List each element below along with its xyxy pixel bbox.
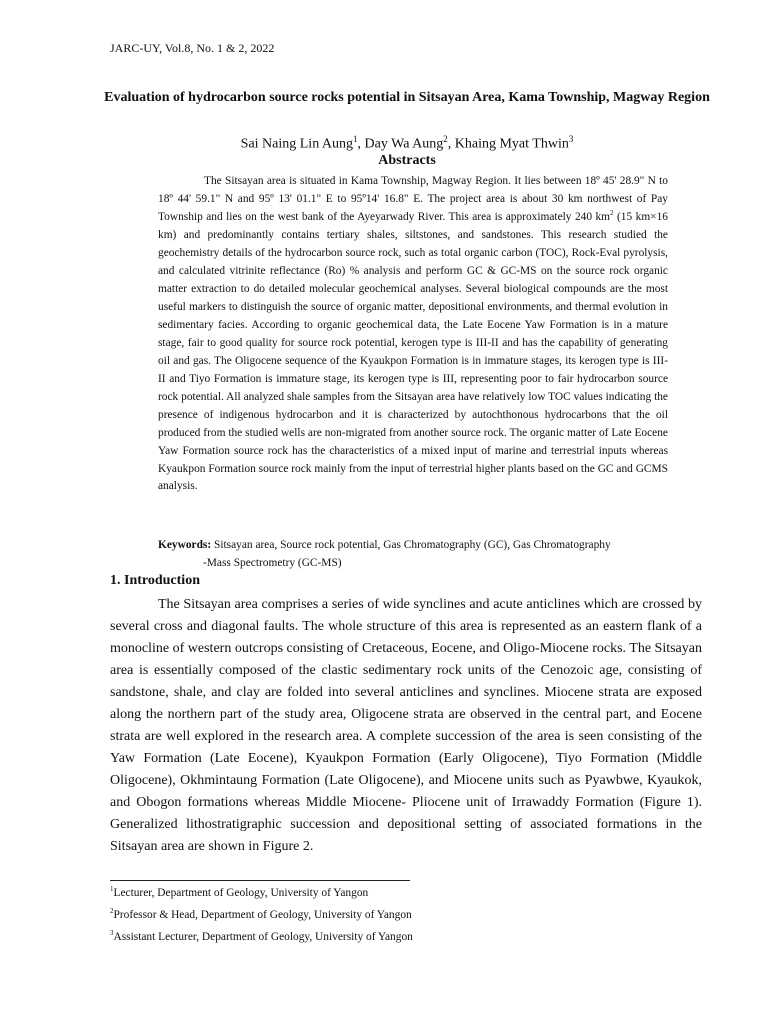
abstract-heading: Abstracts xyxy=(378,153,436,168)
abstract-text-part1: The Sitsayan area is situated in Kama Township, Magway Region. It lies between 18º 45' 28.9" N to 18º 44' 59.1" N and 95º 13' 01.1" E to 95º14' 16.8" E. The project area is about 30 km northwest of Pay Township and lies on the west bank of the Ayeyarwady River. This area is approximately 240 km xyxy=(158,175,668,223)
footnote-item xyxy=(110,924,413,946)
keywords-line2: -Mass Spectrometry (GC-MS) xyxy=(203,556,342,569)
author-separator: , xyxy=(357,136,365,152)
footnotes xyxy=(110,880,413,945)
footnote-item xyxy=(110,902,413,924)
footnote-mark: 3 xyxy=(110,928,114,937)
journal-header: JARC-UY, Vol.8, No. 1 & 2, 2022 xyxy=(110,41,275,55)
author-affil-mark: 3 xyxy=(568,134,574,144)
abstract-text-part2: (15 km×16 km) and predominantly contains tertiary shales, siltstones, and sandstones. This research studied the geochemistry details of the hydrocarbon source rock, such as total organic carbon (TOC), Rock-Eval pyrolysis, and calculated vitrinite reflectance (Ro) % analysis and perform GC & GC-MS on the source rock organic matter extraction to do detailed molecular geochemical analyses. Several biological compounds are the most useful markers to distinguish the source of organic matter, depositional environments, and thermal evolution in sedimentary facies. According to organic geochemical data, the Late Eocene Yaw Formation is in a mature stage, fair to good quality for source rock potential, kerogen type is III-II and has the capability of generating oil and gas. The Oligocene sequence of the Kyaukpon Formation is in immature stages, its kerogen type is III-II and Tiyo Formation is immature stage, its kerogen type is III, representing poor to fair hydrocarbon source rock potential. All analyzed shale samples from the Sitsayan area have relatively low TOC values indicating the presence of indigenous hydrocarbon and it is characterized by autochthonous hydrocarbons that the oil produced from the studied wells are non-migrated from another source rock. The organic matter of Late Eocene Yaw Formation source rock has the characteristics of a mixed input of marine and terrestrial inputs whereas Kyaukpon Formation source rock mainly from the input of terrestrial higher plants based on the GC and GCMS analysis. xyxy=(158,210,669,493)
abstract-superscript: 2 xyxy=(610,209,614,218)
footnote-item xyxy=(110,880,413,902)
footnote-mark: 1 xyxy=(110,885,114,893)
keywords-block xyxy=(158,537,678,572)
abstract-body xyxy=(158,173,668,496)
author-name: Khaing Myat Thwin xyxy=(454,136,569,152)
paper-title: Evaluation of hydrocarbon source rocks potential in Sitsayan Area, Kama Township, Magway Region xyxy=(104,90,710,105)
introduction-paragraph: The Sitsayan area comprises a series of wide synclines and acute anticlines which are crossed by several cross and diagonal faults. The whole structure of this area is represented as an eastern flank of a monocline of western outcrops consisting of Cretaceous, Eocene, and Oligo-Miocene rocks. The Sitsayan area is essentially composed of the clastic sedimentary rock units of the Cenozoic age, consisting of sandstone, shale, and clay are folded into several anticlines and synclines. Miocene strata are exposed along the northern part of the study area, Oligocene strata are observed in the central part, and Eocene strata are well explored in the research area. A complete succession of the area is seen consisting of the Yaw Formation (Late Eocene), Kyaukpon Formation (Early Oligocene), Tiyo Formation (Middle Oligocene), Okhmintaung Formation (Late Oligocene), and Miocene units such as Pyawbwe, Kyaukok, and Obogon formations whereas Middle Miocene- Pliocene unit of Irrawaddy Formation (Figure 1). Generalized lithostratigraphic succession and depositional setting of associated formations in the Sitsayan area are shown in Figure 2. xyxy=(110,597,702,854)
author-affil-mark: 2 xyxy=(443,134,448,144)
keywords-line1: Sitsayan area, Source rock potential, Gas Chromatography (GC), Gas Chromatography xyxy=(211,539,611,551)
author-affil-mark: 1 xyxy=(353,134,358,144)
footnote-text: Assistant Lecturer, Department of Geology, University of Yangon xyxy=(113,930,413,943)
author-separator: , xyxy=(447,136,455,152)
footnote-text: Lecturer, Department of Geology, University of Yangon xyxy=(113,886,369,899)
keywords-label: Keywords: xyxy=(158,539,212,551)
footnote-mark: 2 xyxy=(110,906,114,915)
footnote-text: Professor & Head, Department of Geology, University of Yangon xyxy=(113,908,412,921)
section-heading-introduction: 1. Introduction xyxy=(110,573,200,588)
author-name: Day Wa Aung xyxy=(364,136,444,152)
author-name: Sai Naing Lin Aung xyxy=(240,136,354,152)
